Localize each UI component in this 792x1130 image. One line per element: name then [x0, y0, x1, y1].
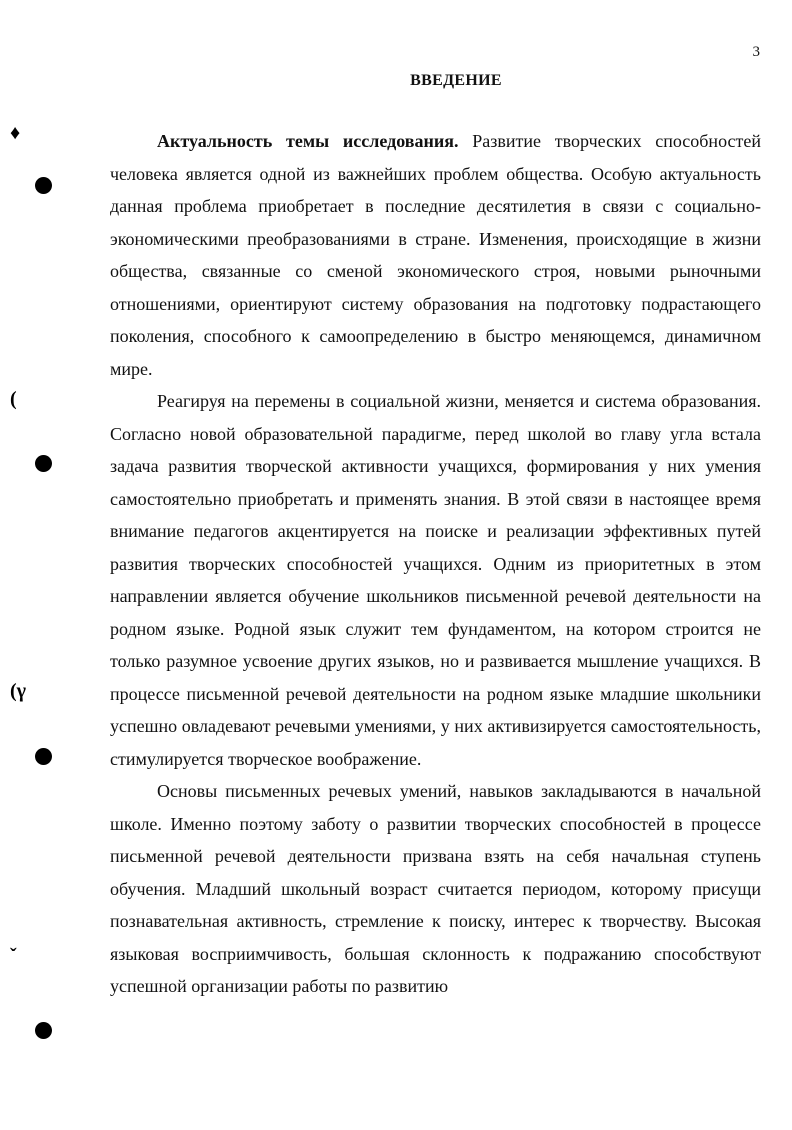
scan-mark-1: ♦ — [10, 122, 21, 144]
punch-hole-3 — [35, 748, 52, 765]
paragraph-1 — [110, 125, 761, 385]
scan-mark-2: ( — [10, 388, 17, 410]
paragraph-3: Основы письменных речевых умений, навыков закладываются в начальной школе. Именно поэтому заботу о развитии творческих способностей в процессе письменной речевой деятельности призвана взять на себя начальная ступень обучения. Младший школьный возраст считается периодом, которому присущи познавательная активность, стремление к поиску, интерес к творчеству. Высокая языковая восприимчивость, большая склонность к подражанию способствуют успешной организации работы по развитию — [110, 781, 761, 996]
punch-hole-1 — [35, 177, 52, 194]
punch-hole-2 — [35, 455, 52, 472]
paragraph-lead: Актуальность темы исследования. — [157, 131, 459, 151]
paragraph-text: Развитие творческих способностей человека является одной из важнейших проблем общества. Особую актуальность данная проблема приобретает в последние десятилетия в связи с социально-экономическими преобразованиями в стране. Изменения, происходящие в жизни общества, связанные со сменой экономического строя, новыми рыночными отношениями, ориентируют систему образования на подготовку подрастающего поколения, способного к самоопределению в быстро меняющемся, динамичном мире. — [110, 131, 761, 379]
scan-mark-3: (γ — [10, 680, 27, 702]
punch-hole-4 — [35, 1022, 52, 1039]
paragraph-2: Реагируя на перемены в социальной жизни, меняется и система образования. Согласно новой образовательной парадигме, перед школой во главу угла встала задача развития творческой активности учащихся, формирования у них умения самостоятельно приобретать и применять знания. В этой связи в настоящее время внимание педагогов акцентируется на поиске и реализации эффективных путей развития творческих способностей учащихся. Одним из приоритетных в этом направлении является обучение школьников письменной речевой деятельности на родном языке. Родной язык служит тем фундаментом, на котором строится не только разумное усвоение других языков, но и развивается мышление учащихся. В процессе письменной речевой деятельности на родном языке младшие школьники успешно овладевают речевыми умениями, у них активизируется самостоятельность, стимулируется творческое воображение. — [110, 391, 761, 769]
page-title: ВВЕДЕНИЕ — [410, 72, 502, 89]
page-number: 3 — [752, 44, 760, 60]
scan-mark-4: ˇ — [10, 945, 17, 967]
document-body — [110, 125, 761, 1003]
